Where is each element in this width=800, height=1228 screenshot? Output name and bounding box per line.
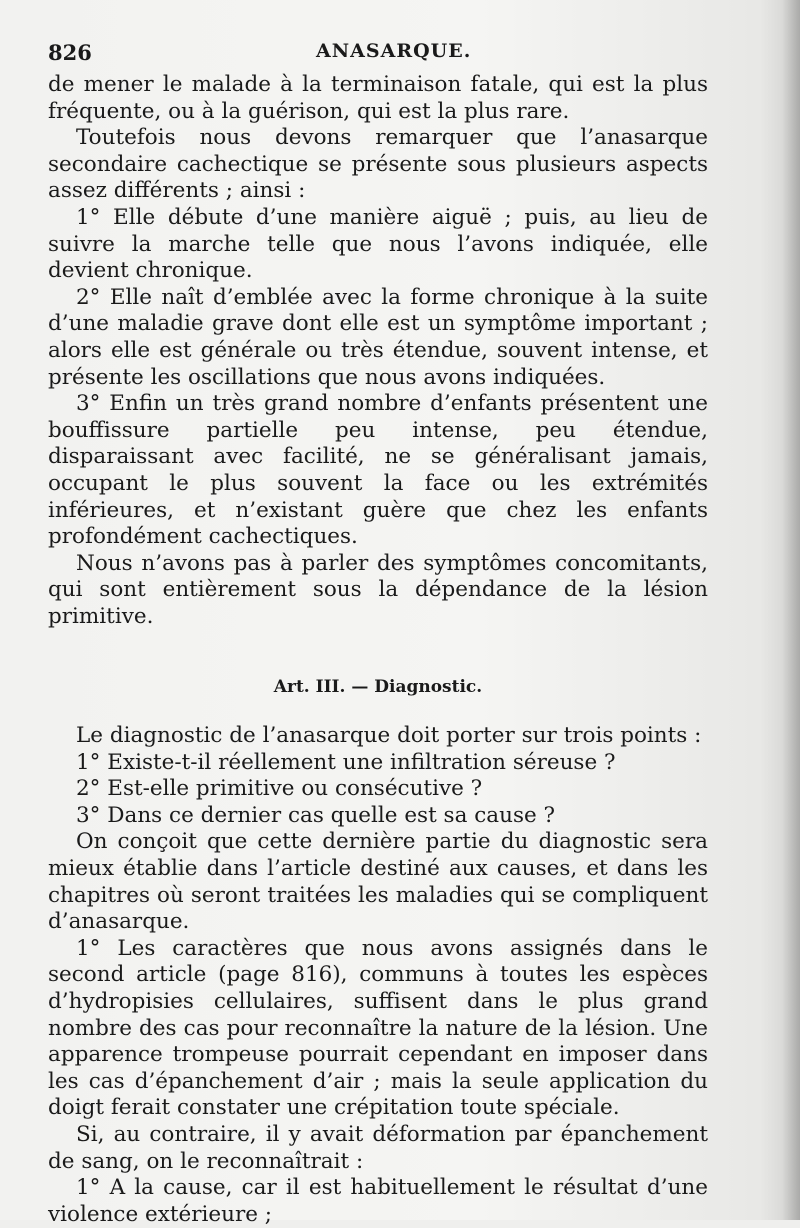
paragraph: Le diagnostic de l’anasarque doit porter sur trois points : [76,723,702,749]
paragraph: 1° Existe-t-il réellement une infiltration séreuse ? [76,749,616,775]
paragraph: de mener le malade à la terminaison fatale, qui est la plus fréquente, ou à la guérison, qui est la plus rare. [48,72,708,124]
paragraph: Nous n’avons pas à parler des symptômes concomitants, qui sont entièrement sous la dépendance de la lésion primitive. [48,550,708,629]
page-number: 826 [48,40,92,65]
page-gutter-shadow [782,0,800,1220]
section-title: Art. III. — Diagnostic. [273,677,483,698]
paragraph: 2° Est-elle primitive ou consécutive ? [76,776,483,802]
body-text [48,72,708,1228]
paragraph: 3° Enfin un très grand nombre d’enfants présentent une bouffissure partielle peu intense, peu étendue, disparaissant avec facilité, ne se généralisant jamais, occupant le plus souvent la face ou les extrémités inférieures, et n’existant guère que chez les enfants profondément cachectiques. [48,391,708,550]
paragraph: 3° Dans ce dernier cas quelle est sa cause ? [76,802,556,828]
paragraph: Toutefois nous devons remarquer que l’anasarque secondaire cachectique se présente sous plusieurs aspects assez différents ; ainsi : [48,125,708,204]
paragraph: 1° Elle débute d’une manière aiguë ; puis, au lieu de suivre la marche telle que nous l’avons indiquée, elle devient chronique. [48,204,708,284]
running-title: ANASARQUE. [316,40,472,62]
paragraph: 1° Les caractères que nous avons assignés dans le second article (page 816), communs à toutes les espèces d’hydropisies cellulaires, suffisent dans le plus grand nombre des cas pour reconnaître la nature de la lésion. Une apparence trompeuse pourrait cependant en imposer dans les cas d’épanchement d’air ; mais la seule application du doigt ferait constater une crépitation toute spéciale. [48,935,708,1121]
page-header [48,40,748,70]
paragraph: Si, au contraire, il y avait déformation par épanchement de sang, on le reconnaîtrait : [48,1121,708,1174]
paragraph: 2° Elle naît d’emblée avec la forme chronique à la suite d’une maladie grave dont elle est un symptôme important ; alors elle est générale ou très étendue, souvent intense, et présente les oscillations que nous avons indiquées. [48,284,708,390]
paragraph: 1° A la cause, car il est habituellement le résultat d’une violence extérieure ; [48,1175,708,1227]
paragraph: On conçoit que cette dernière partie du diagnostic sera mieux établie dans l’article destiné aux causes, et dans les chapitres où seront traitées les maladies qui se compliquent d’anasarque. [48,829,708,935]
